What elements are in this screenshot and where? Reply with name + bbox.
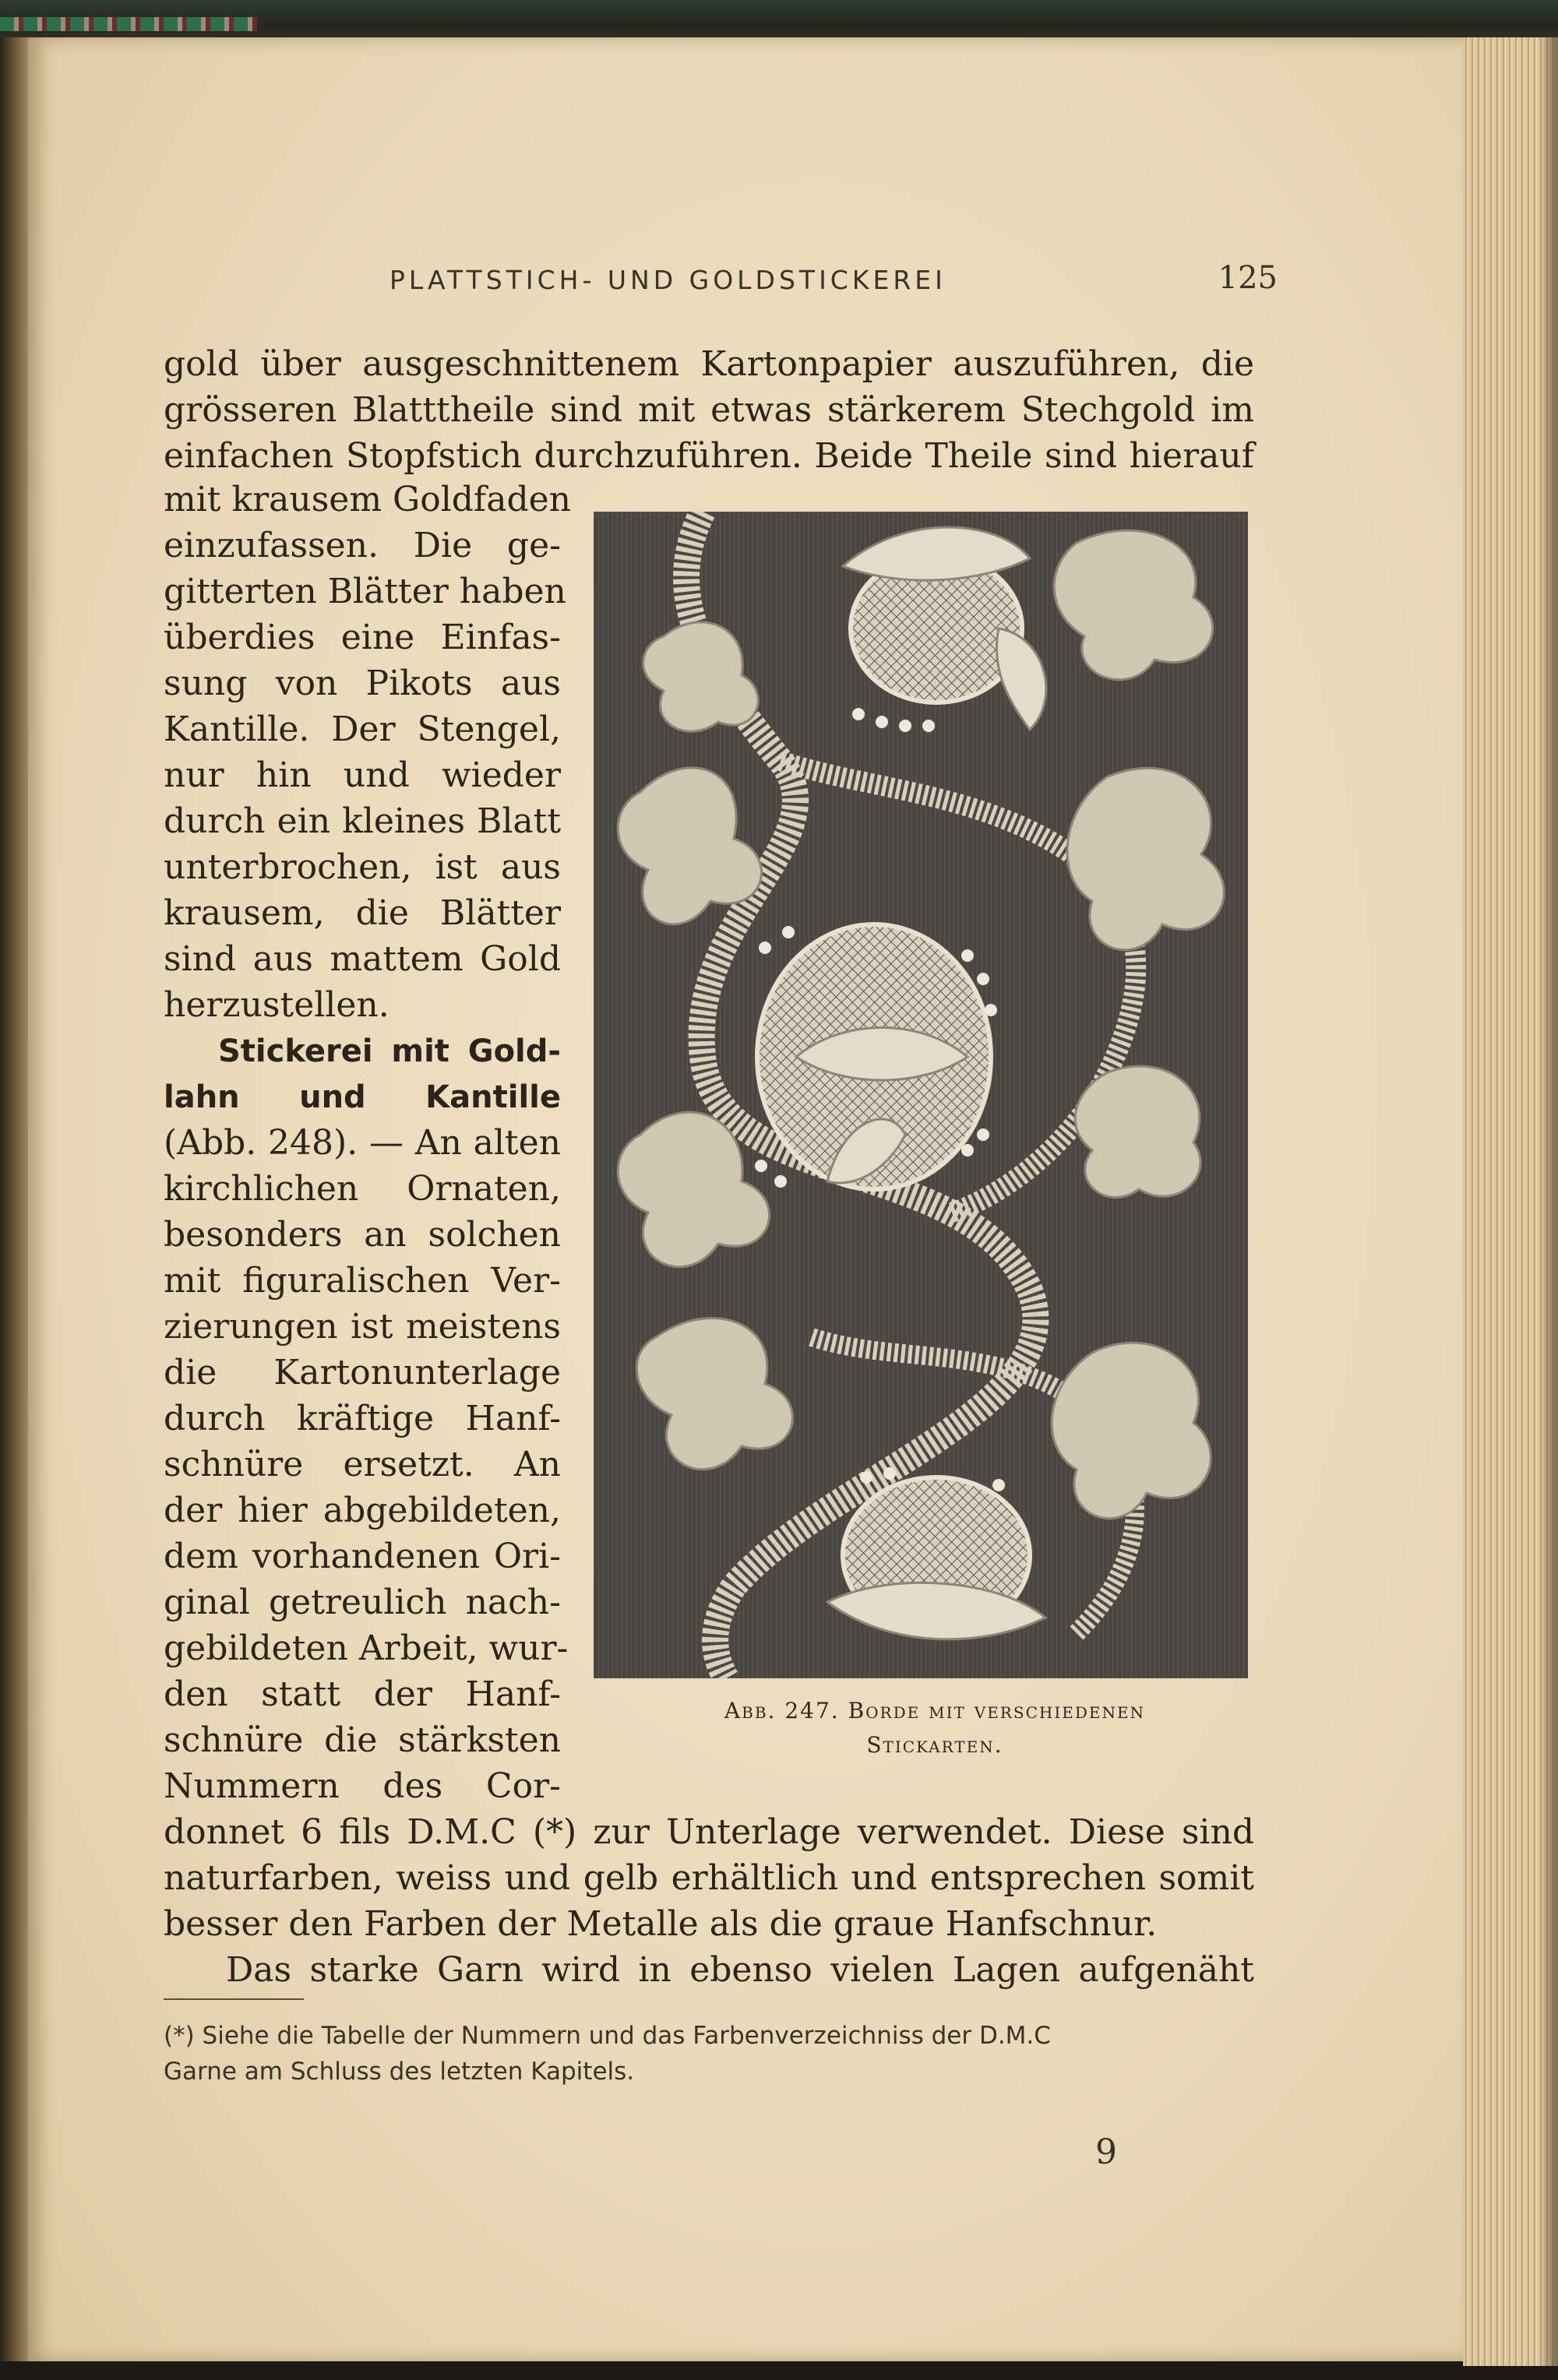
body-line: (Abb. 248). — An alten (164, 1123, 561, 1163)
body-line: die Kartonunterlage (164, 1353, 561, 1392)
body-line: den statt der Hanf- (164, 1674, 561, 1714)
footnote-line: Garne am Schluss des letzten Kapitels. (164, 2058, 635, 2086)
body-line: Nummern des Cor- (164, 1766, 561, 1806)
body-line: grösseren Blatttheile sind mit etwas stärkerem Stechgold im (164, 390, 1254, 430)
footnote-line: (*) Siehe die Tabelle der Nummern und das Farbenverzeichniss der D.M.C (164, 2022, 1051, 2050)
body-line: durch ein kleines Blatt (164, 801, 561, 841)
body-line: schnüre die stärksten (164, 1720, 561, 1760)
body-line: mit krausem Goldfaden (164, 480, 571, 519)
running-head: PLATTSTICH- UND GOLDSTICKEREI (390, 265, 946, 295)
spine-decoration (0, 17, 257, 31)
body-line: donnet 6 fils D.M.C (*) zur Unterlage verwendet. Diese sind (164, 1812, 1254, 1852)
body-line: einzufassen. Die ge- (164, 526, 561, 565)
footnote-rule (164, 1998, 304, 2000)
flower-middle (757, 924, 991, 1189)
embroidery-illustration (594, 512, 1248, 1678)
body-line: sung von Pikots aus (164, 664, 561, 703)
body-line: gitterten Blätter haben (164, 572, 566, 611)
section-heading: lahn und Kantille (164, 1079, 561, 1115)
body-line: Kantille. Der Stengel, (164, 709, 561, 749)
body-line: Das starke Garn wird in ebenso vielen Lagen aufgenäht (226, 1950, 1254, 1990)
embroidery-drawing (594, 512, 1248, 1678)
body-line: besonders an solchen (164, 1215, 561, 1255)
page-edges-right (1463, 37, 1558, 2366)
body-line: schnüre ersetzt. An (164, 1445, 561, 1484)
body-line: krausem, die Blätter (164, 893, 561, 933)
body-line: herzustellen. (164, 985, 390, 1025)
page-number: 125 (1218, 260, 1278, 296)
body-line: nur hin und wieder (164, 755, 561, 795)
body-line: mit figuralischen Ver- (164, 1261, 561, 1301)
body-line: besser den Farben der Metalle als die graue Hanfschnur. (164, 1904, 1158, 1944)
body-line: kirchlichen Ornaten, (164, 1169, 561, 1209)
body-line: zierungen ist meistens (164, 1307, 561, 1347)
body-line: einfachen Stopfstich durchzuführen. Beide Theile sind hierauf (164, 436, 1254, 476)
body-line: überdies eine Einfas- (164, 618, 561, 657)
body-line: durch kräftige Hanf- (164, 1399, 561, 1438)
body-line: sind aus mattem Gold (164, 939, 561, 979)
body-line: unterbrochen, ist aus (164, 847, 561, 887)
section-heading: Stickerei mit Gold- (218, 1033, 561, 1069)
figure-caption: Stickarten. (866, 1732, 1003, 1758)
body-line: ginal getreulich nach- (164, 1583, 561, 1622)
body-line: naturfarben, weiss und gelb erhältlich und entsprechen somit (164, 1858, 1254, 1898)
body-line: der hier abgebildeten, (164, 1491, 561, 1530)
figure-caption: Abb. 247. Borde mit verschiedenen (724, 1698, 1146, 1723)
body-line: gold über ausgeschnittenem Kartonpapier auszuführen, die (164, 344, 1254, 384)
signature-mark: 9 (1095, 2132, 1117, 2172)
body-line: gebildeten Arbeit, wur- (164, 1628, 569, 1668)
body-line: dem vorhandenen Ori- (164, 1537, 561, 1576)
